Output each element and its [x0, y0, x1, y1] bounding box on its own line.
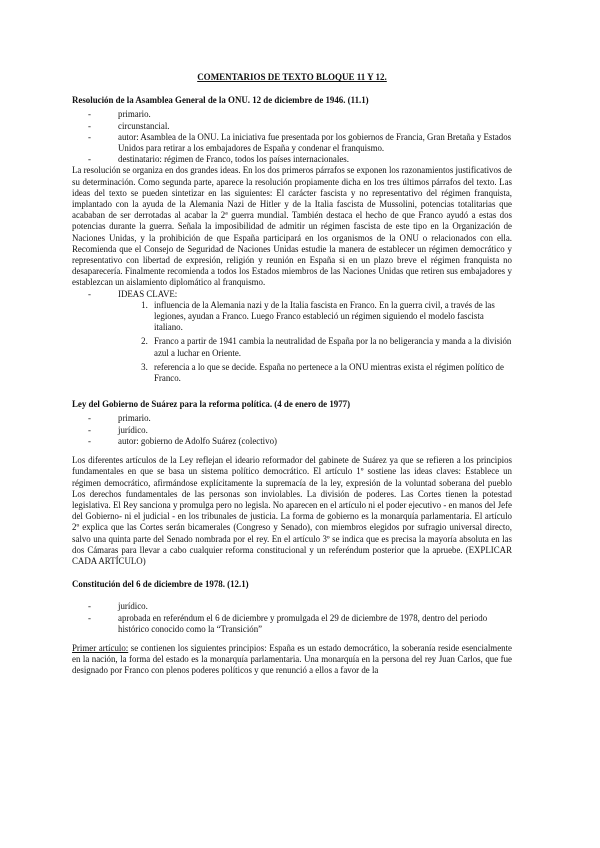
spacer [72, 593, 512, 601]
list-item: - autor: Asamblea de la ONU. La iniciativa fue presentada por los gobiernos de Francia, Gran Bretaña y Estados Unidos para retirar a los embajadores de España y condenar el franquismo. [118, 132, 512, 154]
spacer [72, 635, 512, 643]
ideas-label: - IDEAS CLAVE: [118, 289, 512, 300]
list-item: - autor: gobierno de Adolfo Suárez (colectivo) [118, 436, 512, 447]
list-item: - primario. [118, 413, 512, 424]
section-2-heading: Ley del Gobierno de Suárez para la reforma política. (4 de enero de 1977) [72, 399, 351, 410]
list-item: - primario. [118, 109, 512, 120]
list-item: 2. Franco a partir de 1941 cambia la neutralidad de España por la no beligerancia y manda a la división azul a luchar en Oriente. [150, 336, 512, 358]
section-3-body [72, 643, 512, 677]
spacer [72, 447, 512, 455]
section-3-list [72, 601, 512, 635]
list-item: 1. influencia de la Alemania nazi y de la Italia fascista en Franco. En la guerra civil, a través de las legiones, ayudan a Franco. Luego Franco estableció un régimen siguiendo el modelo fascista italiano. [150, 300, 512, 334]
list-item: - jurídico. [118, 425, 512, 436]
spacer [72, 567, 512, 579]
section-1-heading: Resolución de la Asamblea General de la ONU. 12 de diciembre de 1946. (11.1) [72, 95, 369, 106]
list-item: - destinatario: régimen de Franco, todos los países internacionales. [118, 154, 512, 165]
section-2-body: Los diferentes artículos de la Ley reflejan el ideario reformador del gabinete de Suárez ya que se refieren a los principios fundamentales en que se basa un sistema político democrático. El artículo 1º sostiene las ideas claves: Establece un régimen democrático, afirmándose explícitamente la supremacía de la ley, expresión de la voluntad soberana del pueblo Los derechos fundamentales de las personas son inviolables. La división de poderes. Las Cortes tienen la potestad legislativa. El Rey sanciona y promulga pero no legisla. No aparecen en el artículo ni el poder ejecutivo - en manos del Jefe del Gobierno- ni el judicial - en los tribunales de justicia. La forma de gobierno es la monarquía parlamentaria. El artículo 2º explica que las Cortes serán bicamerales (Congreso y Senado), con miembros elegidos por sufragio universal directo, salvo una quinta parte del Senado nombrada por el rey. En el artículo 3º se indica que es precisa la mayoría absoluta en las dos Cámaras para llevar a cabo cualquier reforma constitucional y un referéndum posterior que la apruebe. (EXPLICAR CADA ARTÍCULO) [72, 455, 512, 566]
section-3-heading: Constitución del 6 de diciembre de 1978. (12.1) [72, 579, 249, 590]
list-item: - circunstancial. [118, 121, 512, 132]
section-2-list [72, 413, 512, 447]
section-1-body: La resolución se organiza en dos grandes ideas. En los dos primeros párrafos se exponen los razonamientos justificativos de su determinación. Como segunda parte, aparece la resolución propiamente dicha en los tres últimos párrafos del texto. Las ideas del texto se pueden sintetizar en las siguientes: El carácter fascista y no representativo del régimen franquista, implantado con la ayuda de la Alemania Nazi de Hitler y de la Italia fascista de Mussolini, potencias totalitarias que acababan de ser derrotadas al acabar la 2ª guerra mundial. También destaca el hecho de que Franco ayudó a estas dos potencias durante la guerra. Señala la imposibilidad de admitir un régimen fascista de este tipo en la Organización de Naciones Unidas, y la prohibición de que España participará en los organismos de la ONU o relacionados con ella. Recomienda que el Consejo de Seguridad de Naciones Unidas estudie la manera de establecer un régimen democrático y representativo con libertad de expresión, religión y reunión en España si en un plazo breve el régimen franquista no desaparecería. Finalmente recomienda a todos los Estados miembros de las Naciones Unidas que retiren sus embajadores y establezcan un aislamiento diplomático al franquismo. [72, 165, 512, 288]
body-text: se contienen los siguientes principios: España es un estado democrático, la soberanía reside esencialmente en la nación, la forma del estado es la monarquía parlamentaria. Una monarquía en la persona del rey Juan Carlos, que fue designado por Franco con plenos poderes políticos y que renunció a ellos a favor de la [72, 642, 512, 676]
list-item: - aprobada en referéndum el 6 de diciembre y promulgada el 29 de diciembre de 1978, dentro del periodo histórico conocido como la “Transición” [118, 613, 512, 635]
spacer [72, 387, 512, 399]
list-item: 3. referencia a lo que se decide. España no pertenece a la ONU mientras exista el régimen político de Franco. [150, 362, 512, 384]
ideas-label-list [72, 289, 512, 300]
section-1-list [72, 109, 512, 165]
body-lead: Primer artículo: [72, 642, 129, 653]
document-title: COMENTARIOS DE TEXTO BLOQUE 11 Y 12. [197, 72, 387, 82]
list-item: - jurídico. [118, 601, 512, 612]
ideas-list [72, 300, 512, 384]
